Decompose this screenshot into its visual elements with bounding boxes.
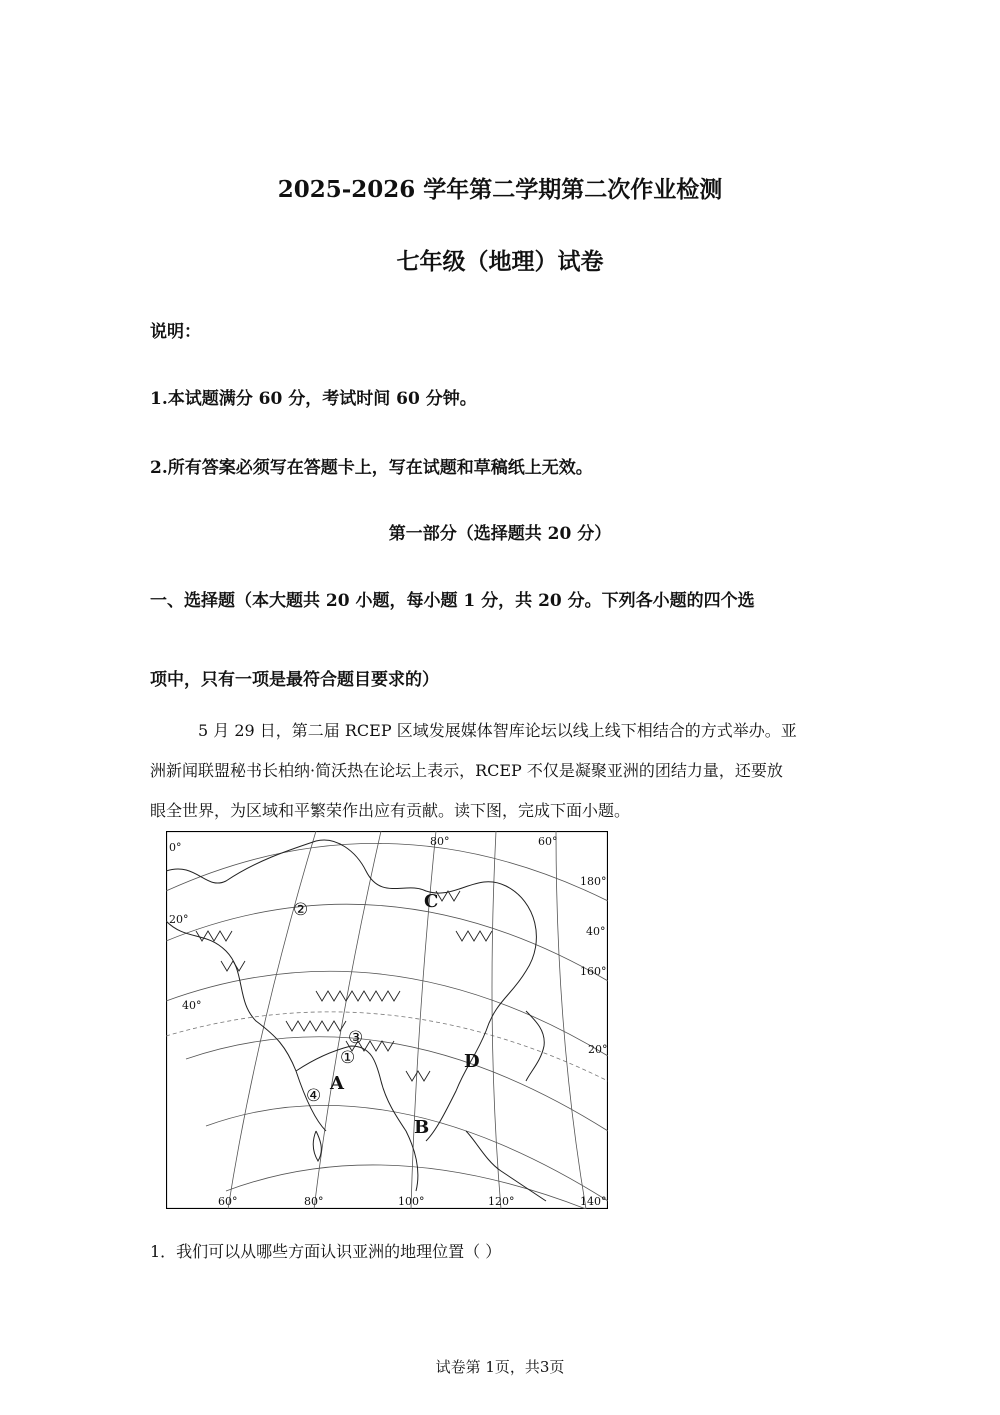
passage-line-2: 洲新闻联盟秘书长柏纳·简沃热在论坛上表示，RCEP 不仅是凝聚亚洲的团结力量，还要放: [150, 761, 783, 780]
map-lon-140: 140°: [580, 1195, 607, 1208]
map-left-20: 20°: [169, 913, 189, 926]
exam-subtitle: 七年级（地理）试卷: [396, 248, 604, 275]
question-1: 1．我们可以从哪些方面认识亚洲的地理位置（ ）: [150, 1242, 502, 1261]
map-circled-4: ④: [306, 1086, 322, 1106]
section-heading-line-2: 项中，只有一项是最符合题目要求的）: [150, 670, 439, 690]
map-right-40: 40°: [586, 925, 606, 938]
map-right-180: 180°: [580, 875, 607, 888]
map-top-80: 80°: [430, 835, 450, 848]
part-one-heading: 第一部分（选择题共 20 分）: [388, 524, 612, 544]
section-heading-line-1: 一、选择题（本大题共 20 小题，每小题 1 分，共 20 分。下列各小题的四个选: [150, 591, 755, 611]
map-right-160: 160°: [580, 965, 607, 978]
map-label-d: D: [464, 1051, 480, 1072]
map-top-60: 60°: [538, 835, 558, 848]
exam-title: 2025-2026 学年第二学期第二次作业检测: [277, 176, 723, 203]
map-circled-1: ①: [340, 1048, 356, 1068]
map-circled-3: ③: [348, 1028, 364, 1048]
notes-heading: 说明：: [150, 322, 201, 342]
map-lon-100: 100°: [398, 1195, 425, 1208]
map-top-0: 0°: [169, 841, 182, 854]
map-label-a: A: [330, 1073, 344, 1094]
map-lon-60: 60°: [218, 1195, 238, 1208]
map-right-20: 20°: [588, 1043, 608, 1056]
map-circled-2: ②: [293, 900, 309, 920]
page-footer: 试卷第 1页，共3页: [435, 1358, 565, 1376]
note-item-2: 2.所有答案必须写在答题卡上，写在试题和草稿纸上无效。: [150, 458, 593, 478]
passage-line-3: 眼全世界，为区域和平繁荣作出应有贡献。读下图，完成下面小题。: [150, 801, 631, 820]
passage-line-1: 5 月 29 日，第二届 RCEP 区域发展媒体智库论坛以线上线下相结合的方式举办。亚: [198, 721, 797, 740]
map-label-c: C: [424, 891, 439, 912]
map-lon-120: 120°: [488, 1195, 515, 1208]
asia-map: [166, 831, 608, 1209]
note-item-1: 1.本试题满分 60 分，考试时间 60 分钟。: [150, 389, 477, 409]
map-label-b: B: [414, 1117, 430, 1138]
map-left-40: 40°: [182, 999, 202, 1012]
map-lon-80: 80°: [304, 1195, 324, 1208]
